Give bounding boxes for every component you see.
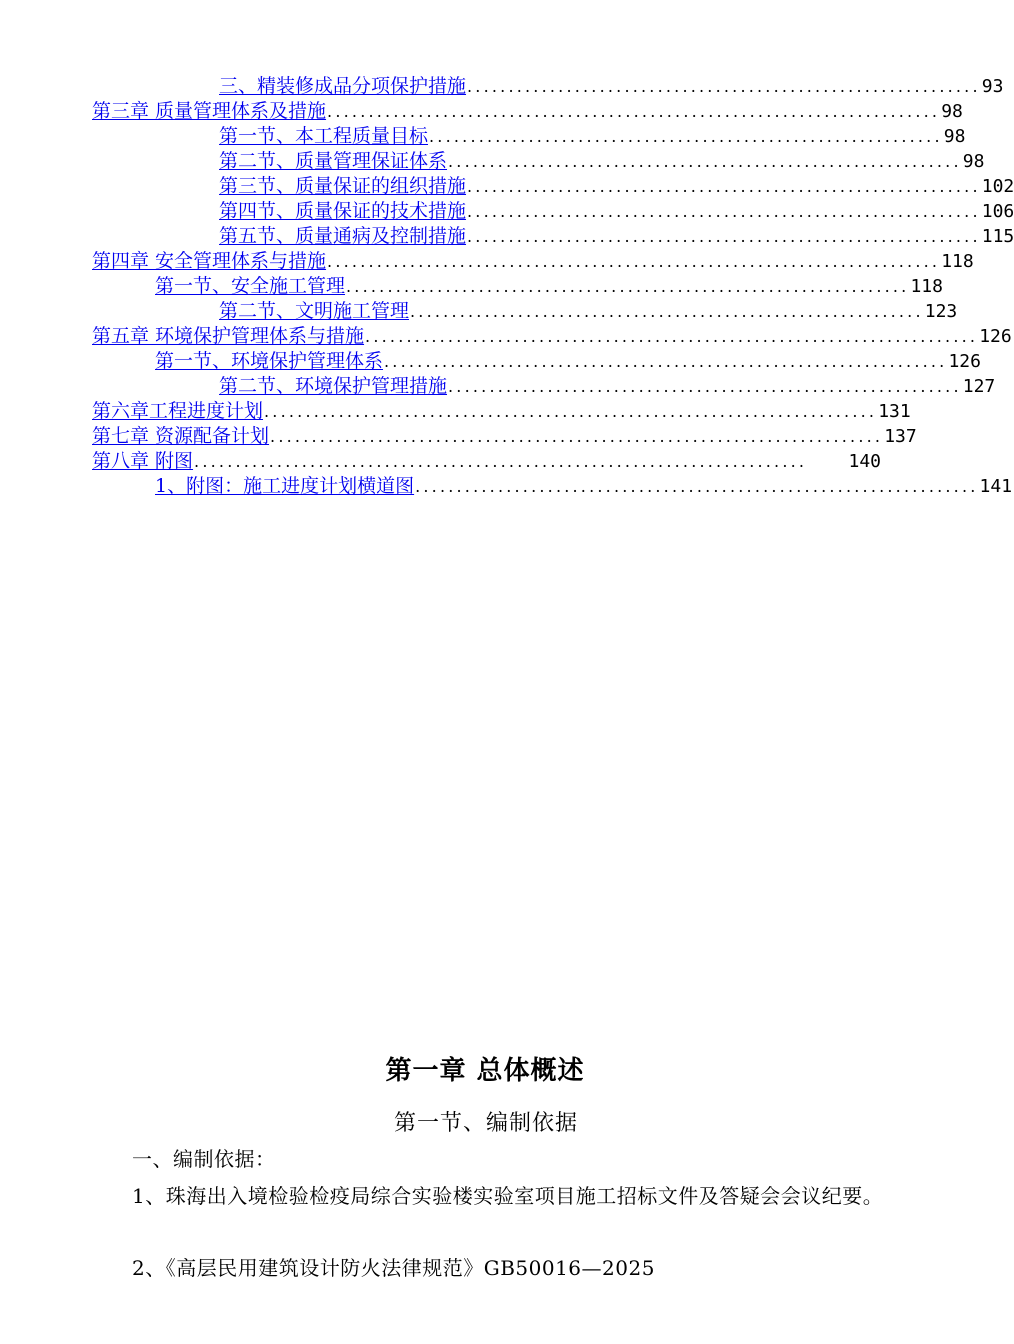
toc-link[interactable]: 三、精装修成品分项保护措施 <box>219 75 467 97</box>
toc-leader-dots: .......................................................................... <box>194 452 808 471</box>
toc-leader-dots: .............................................................. <box>467 227 981 246</box>
toc-entry[interactable] <box>92 399 911 424</box>
toc-leader-dots: .......................................................................... <box>365 327 979 346</box>
paragraph-item-1 <box>92 1178 884 1214</box>
toc-link[interactable]: 第一节、环境保护管理体系 <box>155 350 384 372</box>
chapter-title: 第一章 总体概述 <box>385 1056 585 1086</box>
toc-entry[interactable] <box>219 199 1014 224</box>
toc-page-number: 127 <box>962 376 996 397</box>
toc-leader-dots: .............................................................. <box>410 302 924 321</box>
toc-page-number: 118 <box>941 251 974 272</box>
toc-link[interactable]: 第四章 安全管理体系与措施 <box>92 250 327 272</box>
toc-page-number: 98 <box>962 151 985 172</box>
toc-entry[interactable] <box>219 299 958 324</box>
toc-page-number: 115 <box>981 226 1014 247</box>
toc-entry[interactable] <box>219 74 1004 99</box>
toc-link[interactable]: 1、附图：施工进度计划横道图 <box>155 475 415 497</box>
toc-link[interactable]: 第一节、安全施工管理 <box>155 275 346 297</box>
toc-link[interactable]: 第七章 资源配备计划 <box>92 425 270 447</box>
toc-entry[interactable] <box>92 99 963 124</box>
toc-page-number: 123 <box>924 301 958 322</box>
toc-link[interactable]: 第五章 环境保护管理体系与措施 <box>92 325 365 347</box>
toc-entry[interactable] <box>219 374 996 399</box>
toc-page-number: 98 <box>943 126 966 147</box>
item-1-text: 1、珠海出入境检验检疫局综合实验楼实验室项目施工招标文件及答疑会会议纪要。 <box>132 1184 884 1208</box>
toc-entry[interactable] <box>92 449 881 474</box>
paragraph-item-2 <box>92 1250 884 1286</box>
toc-leader-dots: .................................................................... <box>346 277 910 296</box>
toc-leader-dots: .............................................................. <box>429 127 943 146</box>
toc-entry[interactable] <box>219 174 1014 199</box>
toc-leader-dots: .................................................................... <box>384 352 948 371</box>
toc-link[interactable]: 第六章工程进度计划 <box>92 400 264 422</box>
toc-page-number: 126 <box>948 351 981 372</box>
toc-page-number: 93 <box>981 76 1004 97</box>
toc-entry[interactable] <box>92 424 917 449</box>
toc-leader-dots: .......................................................................... <box>270 427 884 446</box>
toc-entry[interactable] <box>219 124 966 149</box>
toc-link[interactable]: 第二节、文明施工管理 <box>219 300 410 322</box>
toc-leader-dots: .............................................................. <box>467 77 981 96</box>
toc-entry[interactable] <box>155 274 943 299</box>
toc-leader-dots: .......................................................................... <box>327 102 941 121</box>
toc-page-number: 118 <box>910 276 943 297</box>
toc-leader-dots: .............................................................. <box>467 177 981 196</box>
paragraph-heading <box>92 1141 884 1177</box>
toc-page-number: 102 <box>981 176 1014 197</box>
toc-link[interactable]: 第五节、质量通病及控制措施 <box>219 225 467 247</box>
toc-link[interactable]: 第二节、环境保护管理措施 <box>219 375 448 397</box>
toc-link[interactable]: 第一节、本工程质量目标 <box>219 125 429 147</box>
toc-leader-dots: .......................................................................... <box>327 252 941 271</box>
toc-leader-dots: .......................................................................... <box>264 402 878 421</box>
toc-entry[interactable] <box>219 224 1014 249</box>
toc-page-number: 141 <box>979 476 1013 497</box>
toc-page-number: 140 <box>848 451 881 472</box>
toc-page-number: 131 <box>878 401 911 422</box>
toc-entry[interactable] <box>155 474 1013 499</box>
toc-entry[interactable] <box>155 349 981 374</box>
heading-text: 一、编制依据： <box>132 1147 276 1171</box>
toc-entry[interactable] <box>92 249 974 274</box>
toc-leader-dots: .............................................................. <box>467 202 981 221</box>
toc-link[interactable]: 第三章 质量管理体系及措施 <box>92 100 327 122</box>
item-2-text: 2、《高层民用建筑设计防火法律规范》GB50016—2025 <box>132 1256 655 1280</box>
toc-entry[interactable] <box>219 149 985 174</box>
section-title: 第一节、编制依据 <box>393 1111 578 1136</box>
toc-page-number: 106 <box>981 201 1014 222</box>
toc-entry[interactable] <box>92 324 1012 349</box>
toc-page-number: 98 <box>941 101 963 122</box>
toc-link[interactable]: 第二节、质量管理保证体系 <box>219 150 448 172</box>
toc-page-number: 137 <box>884 426 917 447</box>
toc-link[interactable]: 第四节、质量保证的技术措施 <box>219 200 467 222</box>
toc-leader-dots: .............................................................. <box>448 152 962 171</box>
toc-leader-dots: .................................................................... <box>415 477 979 496</box>
toc-link[interactable]: 第三节、质量保证的组织措施 <box>219 175 467 197</box>
toc-page-number: 126 <box>979 326 1012 347</box>
toc-leader-dots: .............................................................. <box>448 377 962 396</box>
toc-link[interactable]: 第八章 附图 <box>92 450 194 472</box>
